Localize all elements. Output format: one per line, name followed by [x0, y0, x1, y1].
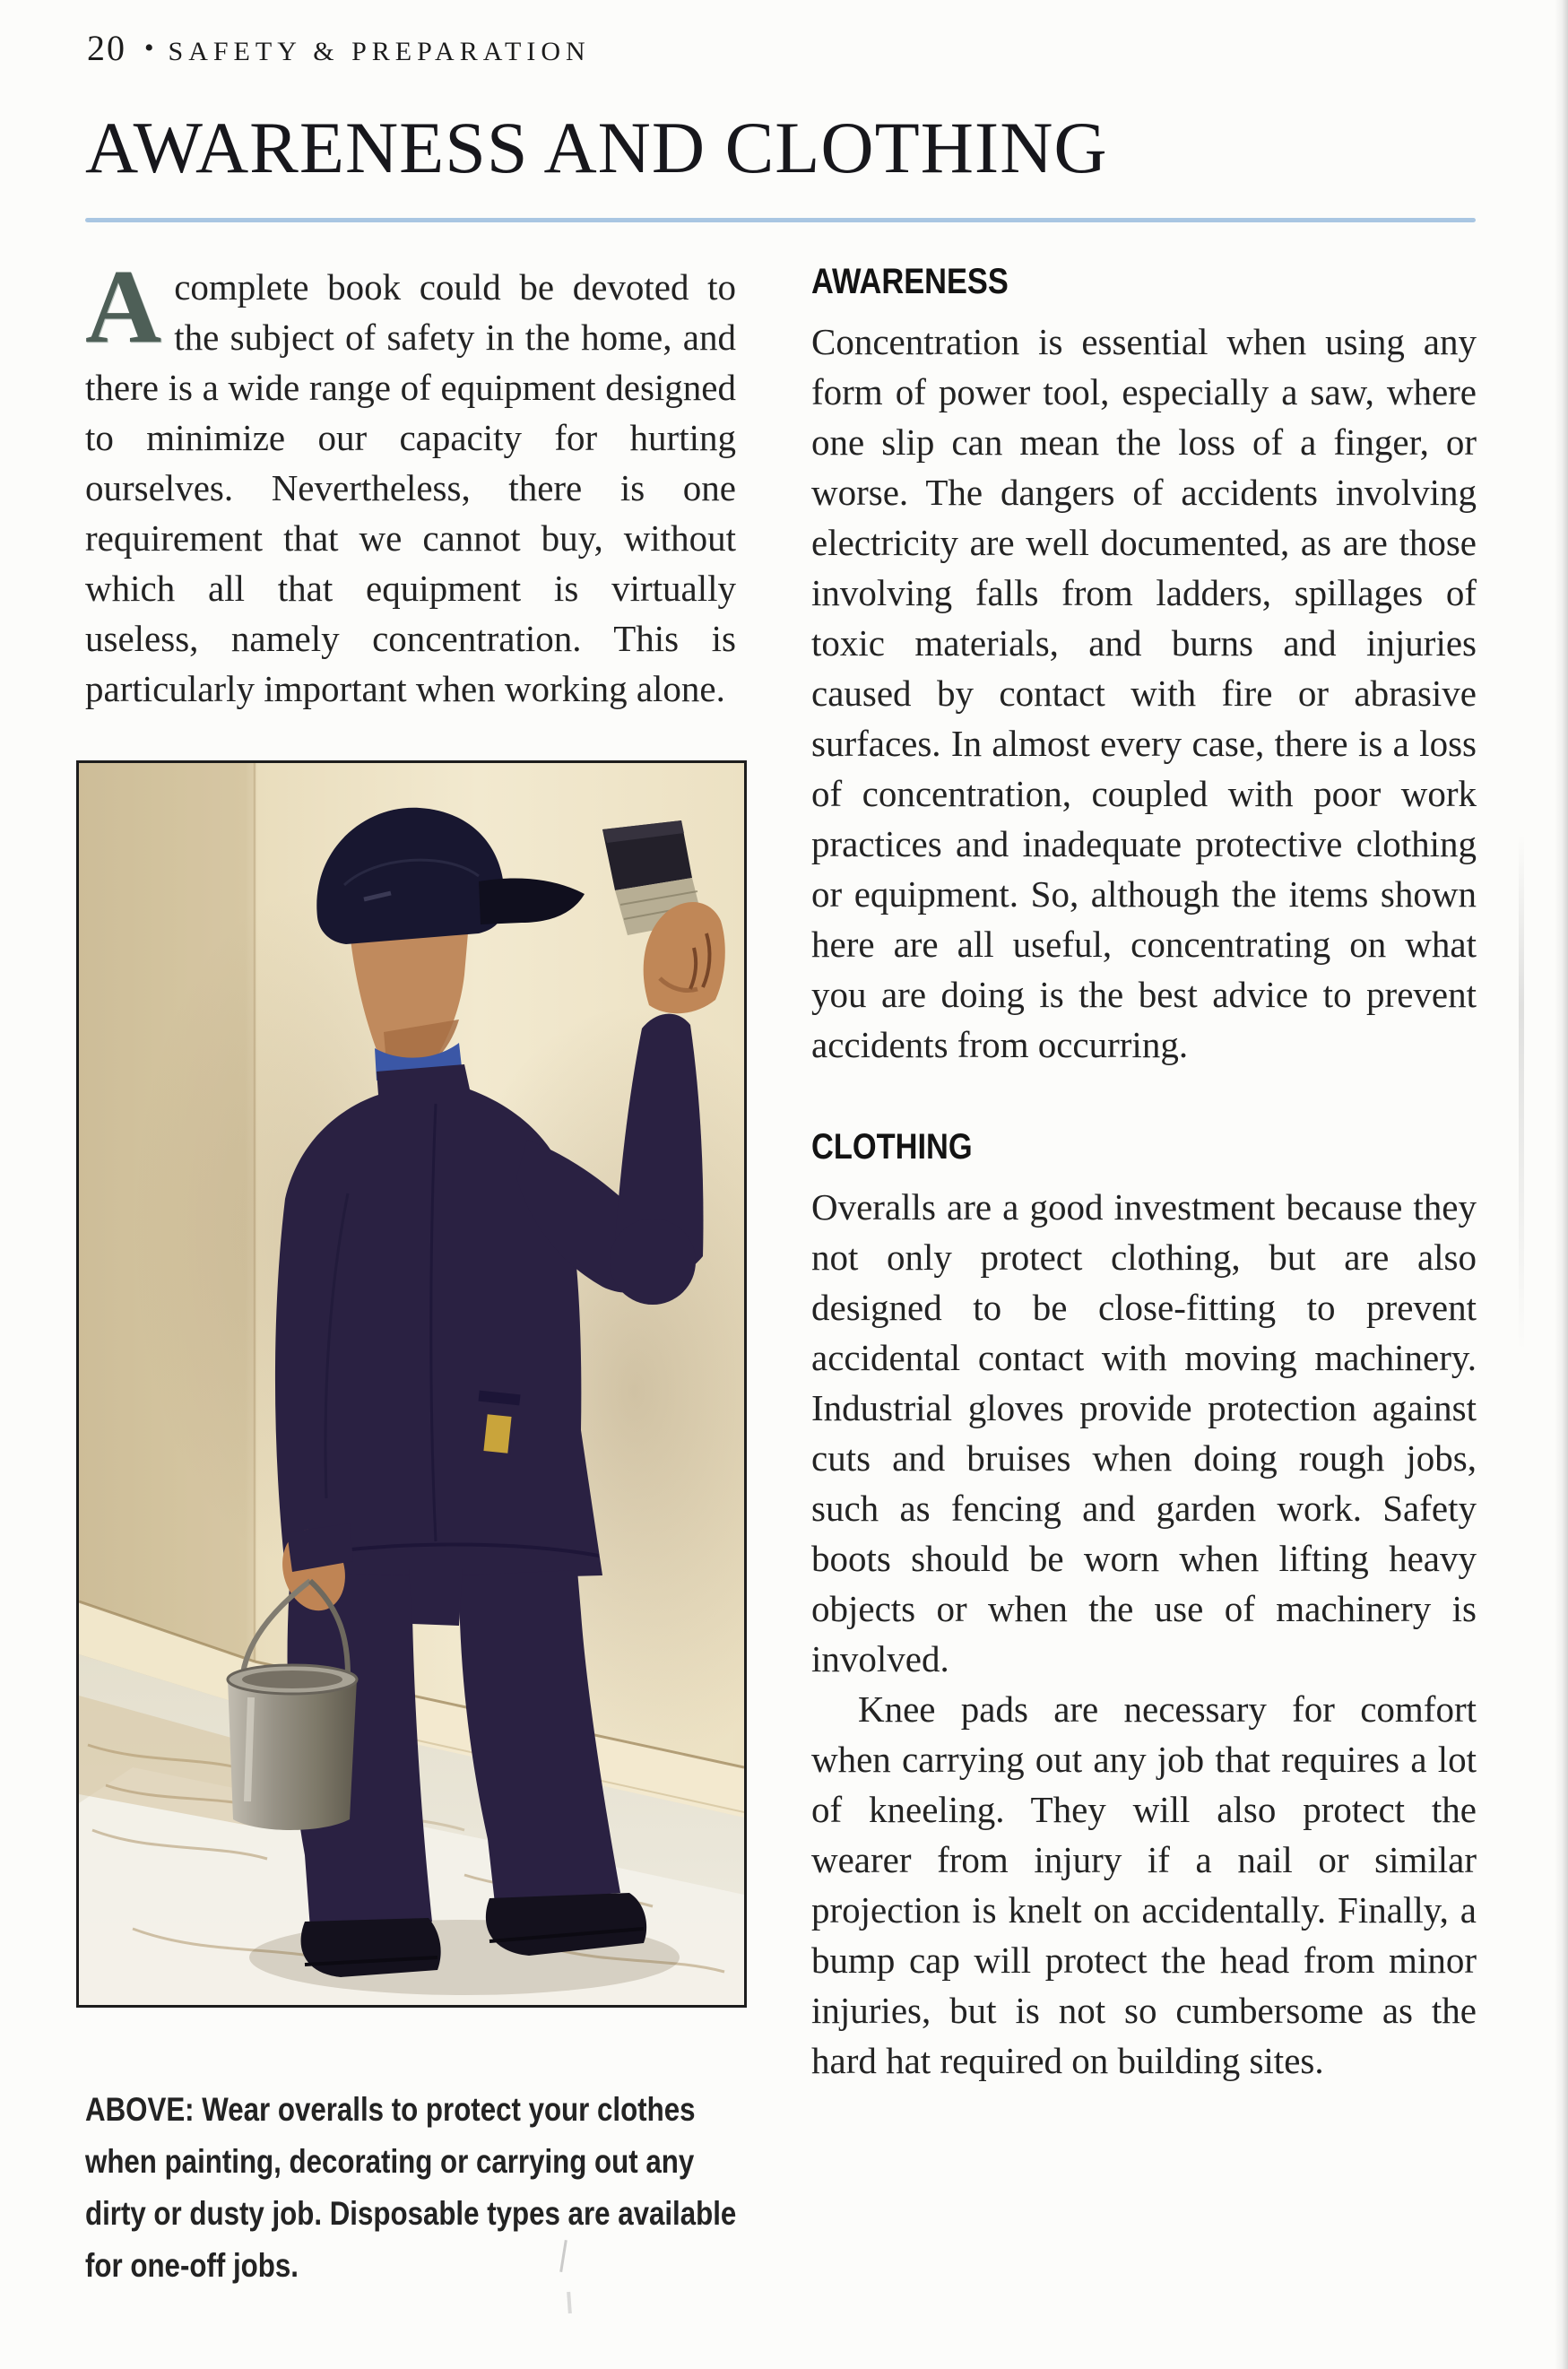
intro-paragraph: [85, 247, 736, 714]
page-title: AWARENESS AND CLOTHING: [85, 107, 1108, 188]
clothing-paragraph-2: Knee pads are necessary for comfort when carrying out any job that requires a lot of kneeling. They will also protect the wearer from injury if a nail or similar projection is knelt on accidentally. Finally, a bump cap will protect the head from minor injuries, but is not so cumbersome as the hard hat required on building sites.: [811, 1688, 1477, 2081]
left-column: [85, 247, 737, 2284]
drop-cap: A: [85, 247, 162, 365]
running-header: [87, 27, 591, 69]
heading-awareness: AWARENESS: [811, 262, 1009, 301]
painter-left-boot: [301, 1918, 441, 1977]
photo-illustration: [79, 763, 744, 2005]
page-number: 20: [87, 28, 126, 68]
awareness-paragraph: Concentration is essential when using any form of power tool, especially a saw, where one slip can mean the loss of a finger, or worse. The dangers of accidents involving electricity are well documented, as are those involving falls from ladders, spillages of toxic materials, and burns and injuries caused by contact with fire or abrasive surfaces. In almost every case, there is a loss of concentration, coupled with poor work practices and inadequate protective clothing or equipment. So, although the items shown here are all useful, concentrating on what you are doing is the best advice to prevent accidents from occurring.: [811, 321, 1477, 1065]
right-column: [811, 262, 1477, 2086]
section-label: SAFETY & PREPARATION: [168, 37, 591, 66]
scan-artifact: [567, 2292, 572, 2313]
scan-crease-mark: [1519, 834, 1524, 1354]
text-columns: [85, 247, 1477, 2284]
title-accent-rule: [85, 218, 1476, 222]
clothing-paragraph-1: Overalls are a good investment because they not only protect clothing, but are also designed to be close-fitting to prevent accidental contact with moving machinery. Industrial gloves provide protection against cuts and bruises when doing rough jobs, such as fencing and garden work. Safety boots should be worn when lifting heavy objects or when the use of machinery is involved.: [811, 1186, 1477, 1679]
heading-clothing: CLOTHING: [811, 1127, 973, 1167]
photo-man-painting: [76, 760, 747, 2008]
intro-text: complete book could be devoted to the subject of safety in the home, and there is a wide range of equipment designed to minimize our capacity for hurting ourselves. Nevertheless, there is one requirement that we cannot buy, without which all that equipment is virtually useless, namely concentration. This is particularly important when working alone.: [85, 266, 736, 709]
photo-caption: ABOVE: Wear overalls to protect your clothes when painting, decorating or carrying out any dirty or dusty job. Disposable types are available for one-off jobs.: [85, 2091, 737, 2284]
header-bullet-icon: •: [144, 33, 154, 63]
scan-edge-shade: [1555, 0, 1568, 2369]
painter-hip-tag: [482, 1413, 513, 1455]
